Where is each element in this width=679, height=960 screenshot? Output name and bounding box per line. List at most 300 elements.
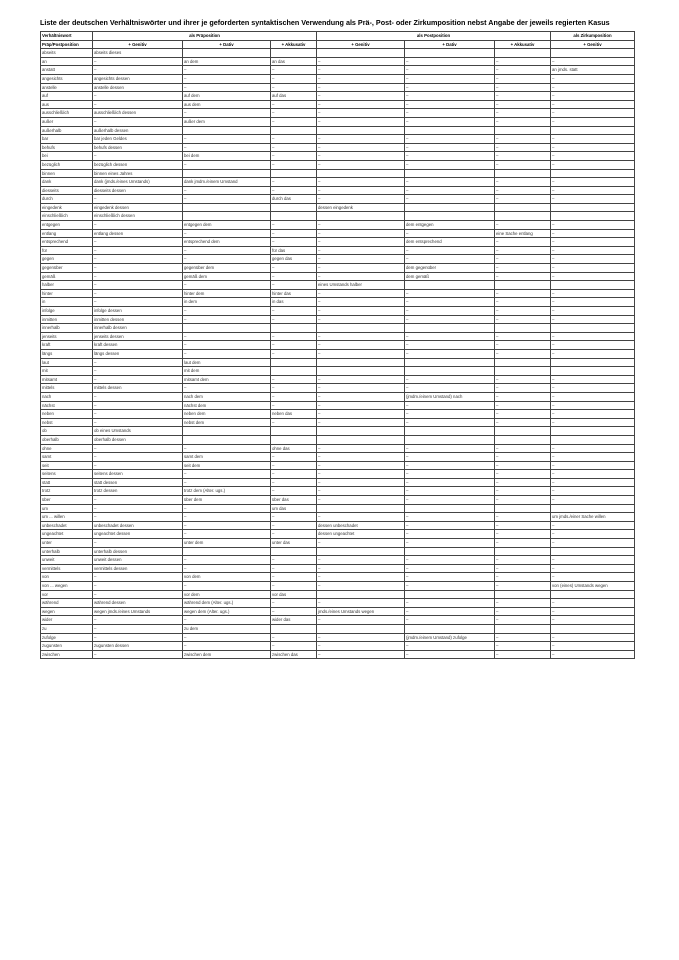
cell-pre-genitiv: anstelle dessen	[93, 83, 183, 92]
cell-pre-dativ: –	[183, 478, 271, 487]
cell-pre-akkusativ: –	[271, 461, 317, 470]
cell-post-dativ: –	[405, 564, 495, 573]
cell-pre-genitiv: –	[93, 375, 183, 384]
cell-post-genitiv: –	[317, 221, 405, 230]
cell-pre-dativ: –	[183, 341, 271, 350]
cell-post-genitiv	[317, 324, 405, 333]
cell-pre-dativ: –	[183, 160, 271, 169]
cell-word: nebst	[41, 418, 93, 427]
cell-post-dativ: –	[405, 74, 495, 83]
cell-word: in	[41, 298, 93, 307]
cell-pre-genitiv: ausschließlich dessen	[93, 109, 183, 118]
cell-pre-dativ: –	[183, 556, 271, 565]
cell-pre-genitiv: wegen jmds./eines Umstands	[93, 607, 183, 616]
header-post-akkusativ: + Akkusativ	[495, 40, 551, 49]
cell-pre-genitiv: mittels dessen	[93, 384, 183, 393]
cell-pre-genitiv: diesseits dessen	[93, 186, 183, 195]
cell-post-dativ: –	[405, 375, 495, 384]
cell-pre-genitiv: innerhalb dessen	[93, 324, 183, 333]
cell-post-genitiv: –	[317, 186, 405, 195]
table-row	[41, 478, 635, 487]
table-row	[41, 349, 635, 358]
cell-pre-akkusativ: –	[271, 418, 317, 427]
cell-post-akkusativ: –	[495, 143, 551, 152]
cell-pre-akkusativ: –	[271, 521, 317, 530]
table-row	[41, 367, 635, 376]
cell-post-dativ: –	[405, 229, 495, 238]
cell-circ-genitiv: von (eines) Umstands wegen	[551, 582, 635, 591]
cell-post-dativ: –	[405, 487, 495, 496]
cell-circ-genitiv: –	[551, 539, 635, 548]
cell-post-akkusativ: –	[495, 186, 551, 195]
cell-pre-dativ: an dem	[183, 57, 271, 66]
cell-pre-dativ: –	[183, 135, 271, 144]
table-row	[41, 49, 635, 58]
cell-pre-genitiv: trotz dessen	[93, 487, 183, 496]
cell-pre-akkusativ: –	[271, 83, 317, 92]
cell-pre-akkusativ: –	[271, 478, 317, 487]
cell-post-genitiv: –	[317, 135, 405, 144]
cell-pre-akkusativ: –	[271, 66, 317, 75]
cell-pre-dativ	[183, 49, 271, 58]
cell-circ-genitiv	[551, 504, 635, 513]
cell-circ-genitiv: –	[551, 521, 635, 530]
cell-word: während	[41, 599, 93, 608]
table-row	[41, 384, 635, 393]
table-row	[41, 109, 635, 118]
cell-post-genitiv: –	[317, 418, 405, 427]
cell-pre-dativ: –	[183, 616, 271, 625]
cell-pre-dativ: nächst dem	[183, 401, 271, 410]
cell-pre-akkusativ: –	[271, 556, 317, 565]
cell-pre-genitiv: kraft dessen	[93, 341, 183, 350]
cell-post-akkusativ	[495, 435, 551, 444]
cell-word: gegenüber	[41, 264, 93, 273]
cell-post-genitiv: –	[317, 573, 405, 582]
cell-pre-dativ: samt dem	[183, 453, 271, 462]
cell-word: mittels	[41, 384, 93, 393]
cell-post-akkusativ: –	[495, 332, 551, 341]
cell-word: zu	[41, 624, 93, 633]
cell-pre-genitiv: –	[93, 238, 183, 247]
cell-post-akkusativ: –	[495, 255, 551, 264]
cell-post-akkusativ: –	[495, 117, 551, 126]
cell-post-genitiv: –	[317, 246, 405, 255]
cell-pre-akkusativ: –	[271, 384, 317, 393]
cell-post-genitiv: –	[317, 143, 405, 152]
cell-pre-genitiv: inmitten dessen	[93, 315, 183, 324]
table-row	[41, 143, 635, 152]
cell-post-genitiv: –	[317, 556, 405, 565]
cell-circ-genitiv: –	[551, 255, 635, 264]
cell-word: nächst	[41, 401, 93, 410]
cell-pre-akkusativ: –	[271, 513, 317, 522]
cell-post-akkusativ: –	[495, 564, 551, 573]
cell-word: einschließlich	[41, 212, 93, 221]
cell-pre-akkusativ: –	[271, 178, 317, 187]
header-post-genitiv: + Genitiv	[317, 40, 405, 49]
cell-pre-akkusativ: hinter das	[271, 289, 317, 298]
cell-pre-akkusativ: über das	[271, 496, 317, 505]
cell-word: entlang	[41, 229, 93, 238]
cell-post-akkusativ: –	[495, 513, 551, 522]
cell-pre-genitiv: einschließlich dessen	[93, 212, 183, 221]
cell-word: ohne	[41, 444, 93, 453]
cell-word: über	[41, 496, 93, 505]
table-row	[41, 229, 635, 238]
cell-post-genitiv: –	[317, 160, 405, 169]
cell-post-akkusativ: –	[495, 221, 551, 230]
cell-post-genitiv: dessen ungeachtet	[317, 530, 405, 539]
cell-circ-genitiv: –	[551, 152, 635, 161]
cell-pre-akkusativ	[271, 324, 317, 333]
cell-post-dativ: –	[405, 599, 495, 608]
cell-pre-akkusativ: –	[271, 607, 317, 616]
cell-post-akkusativ: –	[495, 246, 551, 255]
cell-pre-genitiv: –	[93, 272, 183, 281]
cell-word: vor	[41, 590, 93, 599]
cell-post-dativ: –	[405, 410, 495, 419]
cell-post-akkusativ: –	[495, 135, 551, 144]
table-row	[41, 281, 635, 290]
table-row	[41, 573, 635, 582]
table-row	[41, 264, 635, 273]
cell-word: für	[41, 246, 93, 255]
cell-pre-akkusativ: vor das	[271, 590, 317, 599]
cell-pre-akkusativ: auf das	[271, 92, 317, 101]
cell-pre-akkusativ: –	[271, 392, 317, 401]
cell-circ-genitiv: an jmds. statt	[551, 66, 635, 75]
cell-post-dativ	[405, 324, 495, 333]
cell-pre-dativ: –	[183, 504, 271, 513]
cell-circ-genitiv: –	[551, 642, 635, 651]
cell-post-akkusativ: –	[495, 178, 551, 187]
cell-pre-dativ: seit dem	[183, 461, 271, 470]
cell-pre-genitiv: –	[93, 444, 183, 453]
cell-post-dativ: –	[405, 521, 495, 530]
cell-circ-genitiv	[551, 624, 635, 633]
cell-pre-akkusativ	[271, 367, 317, 376]
cell-pre-genitiv: unbeschadet dessen	[93, 521, 183, 530]
cell-pre-dativ: –	[183, 229, 271, 238]
cell-post-dativ: –	[405, 530, 495, 539]
cell-pre-akkusativ: –	[271, 238, 317, 247]
table-row	[41, 195, 635, 204]
cell-post-dativ: –	[405, 341, 495, 350]
cell-pre-dativ: entgegen dem	[183, 221, 271, 230]
cell-pre-genitiv: –	[93, 590, 183, 599]
cell-post-akkusativ: –	[495, 109, 551, 118]
cell-word: ob	[41, 427, 93, 436]
cell-pre-genitiv: unterhalb dessen	[93, 547, 183, 556]
cell-circ-genitiv	[551, 358, 635, 367]
cell-circ-genitiv	[551, 427, 635, 436]
cell-circ-genitiv: –	[551, 238, 635, 247]
table-row	[41, 427, 635, 436]
cell-circ-genitiv: –	[551, 384, 635, 393]
table-row	[41, 547, 635, 556]
cell-post-dativ: –	[405, 478, 495, 487]
table-row	[41, 607, 635, 616]
cell-pre-akkusativ: –	[271, 272, 317, 281]
cell-pre-akkusativ: –	[271, 332, 317, 341]
cell-post-genitiv	[317, 504, 405, 513]
cell-pre-akkusativ: –	[271, 152, 317, 161]
cell-word: neben	[41, 410, 93, 419]
table-row	[41, 564, 635, 573]
cell-post-dativ: –	[405, 246, 495, 255]
cell-word: ausschließlich	[41, 109, 93, 118]
cell-pre-akkusativ	[271, 435, 317, 444]
cell-post-genitiv	[317, 435, 405, 444]
cell-post-akkusativ: –	[495, 272, 551, 281]
cell-pre-dativ: neben dem	[183, 410, 271, 419]
cell-post-akkusativ	[495, 367, 551, 376]
cell-pre-akkusativ: –	[271, 470, 317, 479]
cell-circ-genitiv	[551, 281, 635, 290]
cell-post-akkusativ: –	[495, 92, 551, 101]
cell-post-genitiv: –	[317, 229, 405, 238]
cell-pre-dativ: mitsamt dem	[183, 375, 271, 384]
cell-circ-genitiv: –	[551, 349, 635, 358]
cell-pre-genitiv: –	[93, 298, 183, 307]
cell-pre-akkusativ: –	[271, 143, 317, 152]
header-praep-postposition: Präp/Postposition	[41, 40, 93, 49]
cell-pre-genitiv: bezüglich dessen	[93, 160, 183, 169]
table-row	[41, 530, 635, 539]
cell-post-akkusativ: –	[495, 392, 551, 401]
cell-post-akkusativ: –	[495, 100, 551, 109]
cell-pre-dativ: –	[183, 642, 271, 651]
cell-pre-dativ: gegenüber dem	[183, 264, 271, 273]
cell-pre-dativ: nach dem	[183, 392, 271, 401]
cell-circ-genitiv: –	[551, 92, 635, 101]
cell-post-dativ	[405, 49, 495, 58]
cell-post-dativ: –	[405, 496, 495, 505]
cell-pre-akkusativ: –	[271, 264, 317, 273]
header-pre-genitiv: + Genitiv	[93, 40, 183, 49]
cell-post-dativ: –	[405, 289, 495, 298]
cell-word: inmitten	[41, 315, 93, 324]
cell-post-genitiv	[317, 212, 405, 221]
cell-word: längs	[41, 349, 93, 358]
cell-circ-genitiv: –	[551, 264, 635, 273]
prepositions-table	[40, 31, 635, 659]
cell-post-dativ: –	[405, 573, 495, 582]
cell-circ-genitiv: –	[551, 332, 635, 341]
cell-post-akkusativ: –	[495, 307, 551, 316]
cell-pre-dativ: –	[183, 332, 271, 341]
cell-post-akkusativ: –	[495, 650, 551, 659]
cell-pre-genitiv: vermittels dessen	[93, 564, 183, 573]
cell-post-dativ: –	[405, 315, 495, 324]
cell-post-dativ: –	[405, 160, 495, 169]
cell-pre-akkusativ: neben das	[271, 410, 317, 419]
table-row	[41, 100, 635, 109]
cell-pre-genitiv: –	[93, 281, 183, 290]
cell-post-dativ: –	[405, 582, 495, 591]
cell-pre-dativ	[183, 169, 271, 178]
cell-post-genitiv	[317, 169, 405, 178]
cell-circ-genitiv: –	[551, 160, 635, 169]
table-row	[41, 186, 635, 195]
cell-pre-dativ	[183, 547, 271, 556]
cell-word: unterhalb	[41, 547, 93, 556]
cell-post-akkusativ: –	[495, 83, 551, 92]
cell-circ-genitiv: –	[551, 496, 635, 505]
cell-pre-akkusativ: –	[271, 487, 317, 496]
cell-pre-dativ: –	[183, 521, 271, 530]
cell-pre-dativ: –	[183, 281, 271, 290]
cell-post-genitiv: –	[317, 633, 405, 642]
cell-pre-akkusativ: –	[271, 74, 317, 83]
cell-post-genitiv: –	[317, 642, 405, 651]
cell-post-genitiv: –	[317, 410, 405, 419]
cell-post-dativ: –	[405, 461, 495, 470]
cell-pre-akkusativ: für das	[271, 246, 317, 255]
cell-pre-dativ: –	[183, 513, 271, 522]
table-row	[41, 332, 635, 341]
cell-pre-genitiv: –	[93, 57, 183, 66]
cell-post-akkusativ: –	[495, 461, 551, 470]
cell-circ-genitiv: –	[551, 461, 635, 470]
cell-word: seitens	[41, 470, 93, 479]
cell-pre-dativ: vor dem	[183, 590, 271, 599]
cell-word: um ... willen	[41, 513, 93, 522]
cell-post-genitiv: –	[317, 152, 405, 161]
cell-word: entsprechend	[41, 238, 93, 247]
cell-word: innerhalb	[41, 324, 93, 333]
table-row	[41, 238, 635, 247]
cell-circ-genitiv: –	[551, 246, 635, 255]
cell-post-genitiv: –	[317, 178, 405, 187]
cell-pre-dativ: –	[183, 582, 271, 591]
cell-post-dativ: –	[405, 83, 495, 92]
cell-post-genitiv: –	[317, 341, 405, 350]
cell-pre-genitiv: –	[93, 289, 183, 298]
cell-pre-dativ	[183, 212, 271, 221]
cell-post-genitiv: –	[317, 298, 405, 307]
cell-post-dativ: –	[405, 453, 495, 462]
cell-pre-akkusativ: –	[271, 530, 317, 539]
cell-pre-genitiv: –	[93, 264, 183, 273]
cell-post-dativ: –	[405, 109, 495, 118]
cell-word: bar	[41, 135, 93, 144]
cell-post-genitiv: dessen eingedenk	[317, 203, 405, 212]
cell-post-akkusativ: –	[495, 195, 551, 204]
cell-pre-dativ: dank jmdm./einem Umstand	[183, 178, 271, 187]
cell-post-dativ: dem gemäß	[405, 272, 495, 281]
cell-word: ungeachtet	[41, 530, 93, 539]
cell-pre-genitiv: –	[93, 513, 183, 522]
cell-pre-genitiv: –	[93, 539, 183, 548]
cell-pre-akkusativ: –	[271, 100, 317, 109]
table-row	[41, 315, 635, 324]
cell-pre-akkusativ: unter das	[271, 539, 317, 548]
cell-pre-dativ: –	[183, 83, 271, 92]
cell-pre-akkusativ: ohne das	[271, 444, 317, 453]
cell-post-akkusativ: –	[495, 349, 551, 358]
cell-pre-genitiv: –	[93, 246, 183, 255]
cell-pre-dativ: –	[183, 74, 271, 83]
cell-post-dativ	[405, 203, 495, 212]
cell-word: von ... wegen	[41, 582, 93, 591]
cell-circ-genitiv: –	[551, 410, 635, 419]
cell-post-genitiv	[317, 367, 405, 376]
cell-pre-akkusativ: um das	[271, 504, 317, 513]
cell-post-akkusativ: –	[495, 57, 551, 66]
cell-pre-akkusativ: –	[271, 599, 317, 608]
cell-pre-dativ: bei dem	[183, 152, 271, 161]
cell-post-akkusativ: –	[495, 384, 551, 393]
cell-pre-dativ: in dem	[183, 298, 271, 307]
cell-post-akkusativ	[495, 624, 551, 633]
cell-post-dativ	[405, 367, 495, 376]
cell-post-dativ: (jmdm./einem Umstand) nach	[405, 392, 495, 401]
cell-circ-genitiv	[551, 49, 635, 58]
cell-post-dativ: –	[405, 135, 495, 144]
cell-word: angesichts	[41, 74, 93, 83]
cell-post-akkusativ: –	[495, 530, 551, 539]
cell-pre-dativ: zu dem	[183, 624, 271, 633]
cell-post-genitiv: –	[317, 444, 405, 453]
cell-pre-genitiv: –	[93, 152, 183, 161]
cell-circ-genitiv: –	[551, 616, 635, 625]
cell-post-genitiv: –	[317, 392, 405, 401]
table-row	[41, 152, 635, 161]
cell-pre-akkusativ: –	[271, 582, 317, 591]
cell-pre-dativ: –	[183, 315, 271, 324]
cell-post-genitiv: –	[317, 332, 405, 341]
cell-pre-dativ: –	[183, 186, 271, 195]
cell-pre-akkusativ: –	[271, 642, 317, 651]
cell-post-genitiv: –	[317, 650, 405, 659]
cell-word: entgegen	[41, 221, 93, 230]
table-row	[41, 289, 635, 298]
cell-post-akkusativ: –	[495, 582, 551, 591]
cell-pre-genitiv: ungeachtet dessen	[93, 530, 183, 539]
table-row	[41, 221, 635, 230]
cell-post-dativ	[405, 169, 495, 178]
cell-pre-dativ: gemäß dem	[183, 272, 271, 281]
table-row	[41, 272, 635, 281]
cell-circ-genitiv	[551, 203, 635, 212]
cell-pre-akkusativ	[271, 358, 317, 367]
cell-pre-dativ: mit dem	[183, 367, 271, 376]
table-row	[41, 504, 635, 513]
cell-pre-dativ: –	[183, 349, 271, 358]
cell-pre-genitiv: –	[93, 453, 183, 462]
cell-pre-akkusativ	[271, 49, 317, 58]
cell-post-dativ	[405, 547, 495, 556]
cell-pre-genitiv: –	[93, 633, 183, 642]
cell-post-dativ: –	[405, 539, 495, 548]
cell-pre-dativ	[183, 203, 271, 212]
cell-post-akkusativ	[495, 427, 551, 436]
cell-post-genitiv: –	[317, 195, 405, 204]
cell-post-dativ: –	[405, 418, 495, 427]
table-row	[41, 74, 635, 83]
cell-pre-genitiv: –	[93, 221, 183, 230]
cell-word: jenseits	[41, 332, 93, 341]
cell-post-genitiv: –	[317, 74, 405, 83]
cell-circ-genitiv: –	[551, 607, 635, 616]
cell-post-akkusativ: –	[495, 573, 551, 582]
cell-pre-akkusativ: –	[271, 341, 317, 350]
cell-post-akkusativ	[495, 203, 551, 212]
cell-circ-genitiv: um jmds./einer Sache willen	[551, 513, 635, 522]
cell-pre-genitiv: –	[93, 195, 183, 204]
